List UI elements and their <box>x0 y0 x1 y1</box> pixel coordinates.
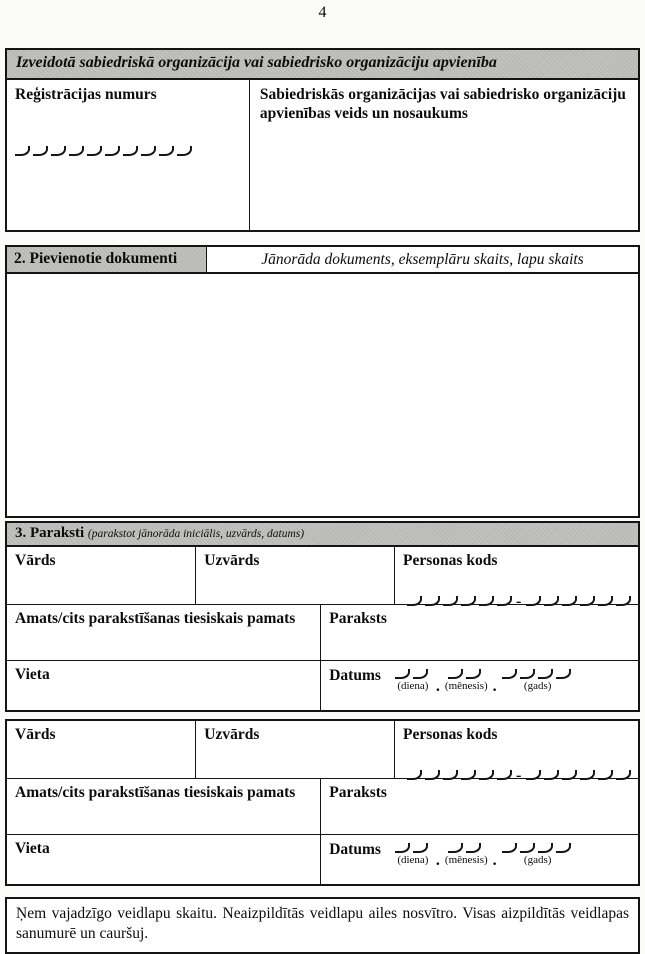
write-in-cell[interactable] <box>69 146 84 156</box>
organization-name-label: Sabiedriskās organizācijas vai sabiedrisko organizāciju apvienības veids un nosaukums <box>259 86 626 123</box>
write-in-cell[interactable] <box>123 146 138 156</box>
date-field[interactable] <box>321 835 638 884</box>
personal-code-label: Personas kods <box>403 552 498 569</box>
signature-label: Paraksts <box>329 610 387 627</box>
personal-code-label: Personas kods <box>403 726 498 743</box>
signature-row-position <box>7 605 638 661</box>
documents-write-in-area[interactable] <box>7 274 638 516</box>
write-in-cell[interactable] <box>466 669 481 679</box>
month-label: (mēnesis) <box>444 854 488 866</box>
write-in-cell[interactable] <box>556 669 571 679</box>
signature-row-place-date <box>7 661 638 710</box>
personal-code-write-in[interactable] <box>405 757 630 785</box>
signature-field[interactable] <box>321 605 638 660</box>
write-in-cell[interactable] <box>159 146 174 156</box>
date-label: Datums <box>329 667 381 684</box>
surname-field[interactable] <box>196 721 395 778</box>
signature-block-1 <box>5 545 640 712</box>
documents-title: 2. Pievienotie dokumenti <box>7 247 207 272</box>
position-label: Amats/cits parakstīšanas tiesiskais pamats <box>15 610 296 627</box>
footer-note: Ņem vajadzīgo veidlapu skaitu. Neaizpildītās veidlapu ailes nosvītro. Visas aizpildītās veidlapas sanumurē un cauršuj. <box>5 897 640 954</box>
year-label: (gads) <box>523 854 552 866</box>
write-in-cell[interactable] <box>87 146 102 156</box>
section-organization <box>5 48 640 232</box>
write-in-cell[interactable] <box>502 669 517 679</box>
signatures-subtitle: (parakstot jānorāda iniciālis, uzvārds, datums) <box>87 528 305 540</box>
surname-field[interactable] <box>196 547 395 604</box>
write-in-cell[interactable] <box>395 843 410 853</box>
position-label: Amats/cits parakstīšanas tiesiskais pamats <box>15 784 296 801</box>
write-in-cell[interactable] <box>33 146 48 156</box>
personal-code-hyphen: - <box>516 767 522 785</box>
year-label: (gads) <box>523 680 552 692</box>
date-write-in[interactable]: (diena) . (mēnesis) . (gads) <box>395 669 574 692</box>
organization-row <box>7 80 638 230</box>
day-label: (diena) <box>397 854 429 866</box>
surname-label: Uzvārds <box>204 726 260 743</box>
signature-field[interactable] <box>321 779 638 834</box>
registration-number-cell <box>7 80 250 230</box>
signature-row-identity <box>7 547 638 611</box>
write-in-cell[interactable] <box>177 146 192 156</box>
surname-label: Uzvārds <box>204 552 260 569</box>
write-in-cell[interactable] <box>520 843 535 853</box>
signatures-header <box>5 521 640 545</box>
personal-code-write-in[interactable] <box>405 583 630 611</box>
registration-number-label: Reģistrācijas numurs <box>15 86 157 103</box>
write-in-cell[interactable] <box>448 669 463 679</box>
date-label: Datums <box>329 841 381 858</box>
name-field[interactable] <box>7 547 196 604</box>
write-in-cell[interactable] <box>448 843 463 853</box>
write-in-cell[interactable] <box>538 843 553 853</box>
write-in-cell[interactable] <box>520 669 535 679</box>
position-field[interactable] <box>7 605 321 660</box>
write-in-cell[interactable] <box>395 669 410 679</box>
personal-code-hyphen: - <box>516 593 522 611</box>
page-number: 4 <box>318 4 327 21</box>
section-organization-header: Izveidotā sabiedriskā organizācija vai sabiedrisko organizāciju apvienība <box>7 50 638 80</box>
write-in-cell[interactable] <box>141 146 156 156</box>
organization-name-field[interactable] <box>250 80 638 230</box>
write-in-cell[interactable] <box>413 843 428 853</box>
name-field[interactable] <box>7 721 196 778</box>
write-in-cell[interactable] <box>556 843 571 853</box>
signature-row-place-date <box>7 835 638 884</box>
form-area <box>5 48 640 954</box>
personal-code-field[interactable] <box>395 721 638 785</box>
place-label: Vieta <box>15 666 50 683</box>
write-in-cell[interactable] <box>51 146 66 156</box>
place-field[interactable] <box>7 661 321 710</box>
date-write-in[interactable]: (diena) . (mēnesis) . (gads) <box>395 843 574 866</box>
write-in-cell[interactable] <box>538 669 553 679</box>
place-label: Vieta <box>15 840 50 857</box>
date-field[interactable] <box>321 661 638 710</box>
registration-number-write-in[interactable] <box>15 146 241 156</box>
write-in-cell[interactable] <box>466 843 481 853</box>
signatures-title: 3. Paraksti <box>15 525 85 541</box>
month-label: (mēnesis) <box>444 680 488 692</box>
section-documents <box>5 245 640 518</box>
signature-block-2 <box>5 719 640 886</box>
write-in-cell[interactable] <box>502 843 517 853</box>
write-in-cell[interactable] <box>105 146 120 156</box>
name-label: Vārds <box>15 726 56 743</box>
documents-header-row <box>7 247 638 274</box>
position-field[interactable] <box>7 779 321 834</box>
signature-row-identity <box>7 721 638 785</box>
day-label: (diena) <box>397 680 429 692</box>
write-in-cell[interactable] <box>15 146 30 156</box>
write-in-cell[interactable] <box>413 669 428 679</box>
personal-code-field[interactable] <box>395 547 638 611</box>
signature-row-position <box>7 779 638 835</box>
documents-hint: Jānorāda dokuments, eksemplāru skaits, lapu skaits <box>261 250 584 268</box>
name-label: Vārds <box>15 552 56 569</box>
signature-label: Paraksts <box>329 784 387 801</box>
place-field[interactable] <box>7 835 321 884</box>
